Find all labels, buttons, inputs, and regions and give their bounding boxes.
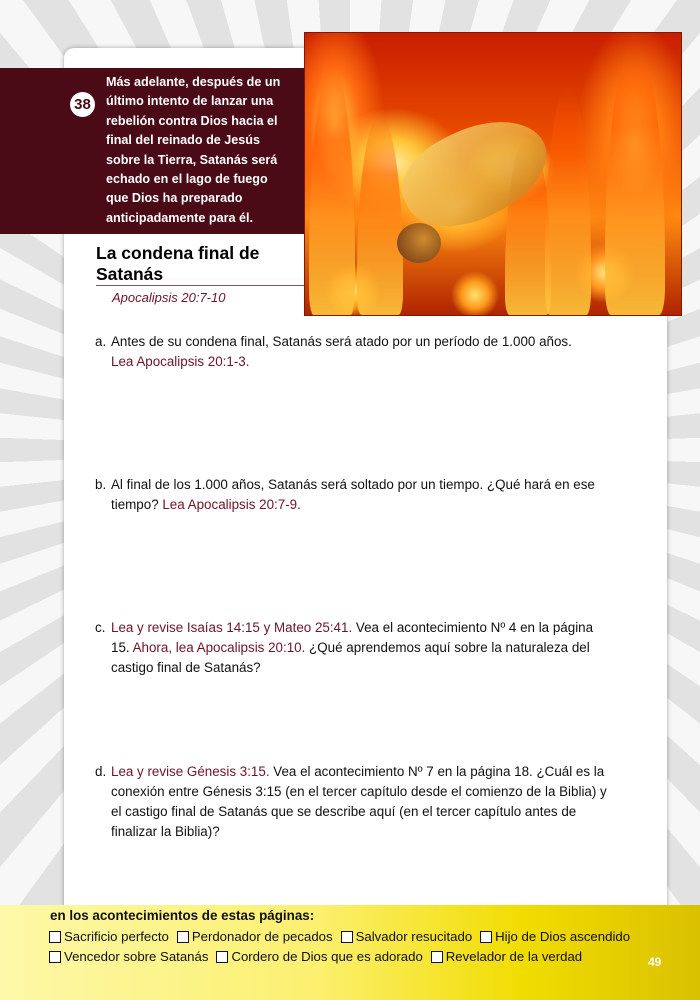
checklist-option[interactable]: Perdonador de pecados: [177, 929, 333, 944]
question-text: Vea el acontecimiento Nº 7 en la página 18. ¿Cuál es la conexión entre Génesis 3:15 (en el tercer capítulo desde el comienzo de la Biblia) y el castigo final de Satanás que se describe aquí (en el tercer capítulo antes de finalizar la Biblia)?: [111, 764, 607, 839]
question-text: ¿Qué aprendemos aquí sobre la naturaleza del castigo final de Satanás?: [111, 640, 590, 675]
checkbox-icon[interactable]: [480, 931, 492, 943]
lake-of-fire-illustration: [304, 32, 682, 316]
question-b: [95, 475, 615, 515]
checklist-option[interactable]: Revelador de la verdad: [431, 949, 582, 964]
checklist-option[interactable]: Vencedor sobre Satanás: [49, 949, 208, 964]
question-text: Antes de su condena final, Satanás será atado por un período de 1.000 años.: [111, 334, 572, 349]
checklist-option[interactable]: Hijo de Dios ascendido: [480, 929, 630, 944]
checkbox-icon[interactable]: [49, 931, 61, 943]
question-c: [95, 618, 615, 678]
callout-number-badge: 38: [70, 92, 95, 117]
question-text: Al final de los 1.000 años, Satanás será soltado por un tiempo. ¿Qué hará en ese tiempo?: [111, 477, 595, 512]
section-title: La condena final de Satanás: [96, 243, 260, 284]
bible-reference: Lea Apocalipsis 20:7-9.: [162, 497, 301, 512]
title-divider: [96, 285, 304, 286]
checkbox-icon[interactable]: [177, 931, 189, 943]
checklist-option[interactable]: Salvador resucitado: [341, 929, 473, 944]
checklist-row-1: [49, 929, 630, 944]
checkbox-icon[interactable]: [341, 931, 353, 943]
question-a: [95, 332, 615, 372]
question-letter: c.: [95, 620, 106, 635]
question-d: [95, 762, 615, 842]
page-number: 49: [648, 955, 662, 969]
checkbox-icon[interactable]: [431, 951, 443, 963]
bible-reference: Ahora, lea Apocalipsis 20:10.: [132, 640, 306, 655]
checklist-option[interactable]: Sacrificio perfecto: [49, 929, 169, 944]
question-letter: b.: [95, 477, 107, 492]
checklist-row-2: [49, 949, 582, 964]
bible-reference: Lea Apocalipsis 20:1-3.: [111, 354, 250, 369]
checklist-option[interactable]: Cordero de Dios que es adorado: [216, 949, 422, 964]
question-text: Vea el acontecimiento Nº 4 en la página 15.: [111, 620, 594, 655]
question-letter: a.: [95, 334, 107, 349]
scripture-reference: Apocalipsis 20:7-10: [112, 290, 226, 305]
bible-reference: Lea y revise Isaías 14:15 y Mateo 25:41.: [111, 620, 353, 635]
checkbox-icon[interactable]: [49, 951, 61, 963]
bible-reference: Lea y revise Génesis 3:15.: [111, 764, 270, 779]
checkbox-icon[interactable]: [216, 951, 228, 963]
checklist-title: en los acontecimientos de estas páginas:: [50, 908, 315, 923]
callout-text: Más adelante, después de un último intento de lanzar una rebelión contra Dios hacia el final del reinado de Jesús sobre la Tierra, Satanás será echado en el lago de fuego que Dios ha preparado anticipadamente para él.: [106, 75, 281, 225]
question-letter: d.: [95, 764, 107, 779]
